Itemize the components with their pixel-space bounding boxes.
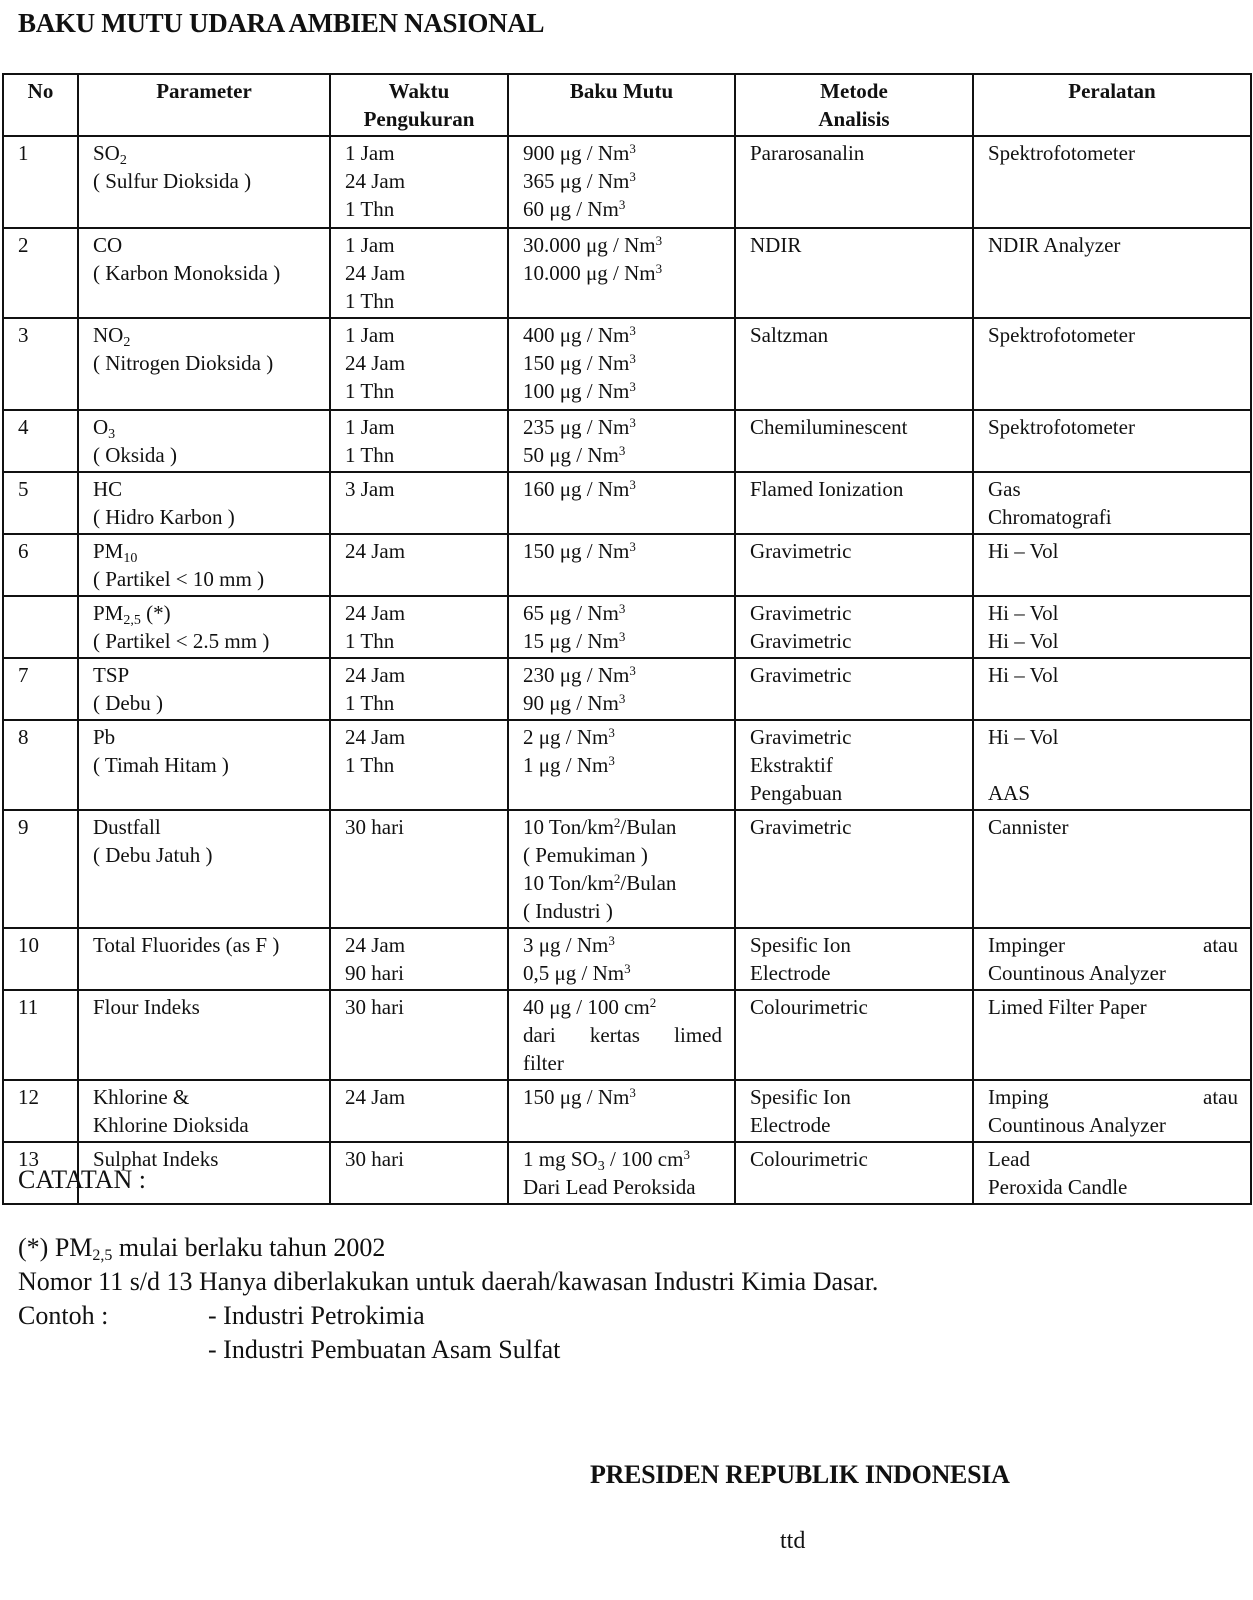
- metode-value: Pararosanalin: [750, 141, 865, 165]
- peralatan-value: [988, 751, 1238, 779]
- peralatan-value: Hi – Vol: [988, 725, 1059, 749]
- cell-metode: [735, 410, 973, 472]
- baku-mutu-value: 90 μg / Nm$^3$: [523, 691, 626, 715]
- cell-metode: [735, 658, 973, 720]
- waktu-value: 1 Thn: [345, 753, 395, 777]
- cell-peralatan: [973, 472, 1251, 534]
- cell-baku-mutu: [508, 410, 735, 472]
- cell-peralatan: [973, 1142, 1251, 1204]
- cell-waktu: [330, 228, 508, 318]
- waktu-value: 24 Jam: [345, 261, 406, 285]
- parameter-symbol: TSP: [93, 663, 130, 687]
- cell-metode: [735, 228, 973, 318]
- metode-value: NDIR: [750, 233, 802, 257]
- cell-baku-mutu: [508, 136, 735, 228]
- waktu-value: 30 hari: [345, 995, 404, 1019]
- parameter-name: Khlorine Dioksida: [93, 1113, 249, 1137]
- cell-metode: [735, 810, 973, 928]
- baku-mutu-value: 15 μg / Nm$^3$: [523, 629, 626, 653]
- cell-metode: [735, 534, 973, 596]
- baku-mutu-value: 150 μg / Nm$^3$: [523, 1085, 636, 1109]
- row-number: 2: [18, 233, 29, 257]
- header-peralatan: Peralatan: [973, 74, 1251, 136]
- cell-peralatan: [973, 596, 1251, 658]
- row-number: 11: [18, 995, 39, 1019]
- cell-parameter: [78, 720, 330, 810]
- table-row: [3, 136, 1251, 228]
- cell-peralatan: [973, 410, 1251, 472]
- waktu-value: 1 Jam: [345, 233, 395, 257]
- baku-mutu-note: ( Industri ): [523, 899, 613, 923]
- cell-parameter: [78, 928, 330, 990]
- cell-parameter: [78, 990, 330, 1080]
- cell-no: [3, 810, 78, 928]
- peralatan-value: Hi – Vol: [988, 629, 1059, 653]
- cell-metode: [735, 596, 973, 658]
- cell-waktu: [330, 658, 508, 720]
- cell-parameter: [78, 228, 330, 318]
- peralatan-value: Imping atau: [988, 1085, 1238, 1109]
- baku-mutu-note: Dari Lead Peroksida: [523, 1175, 696, 1199]
- cell-waktu: [330, 596, 508, 658]
- cell-no: [3, 596, 78, 658]
- cell-waktu: [330, 810, 508, 928]
- baku-mutu-value: 10 Ton/$km^2$/Bulan: [523, 815, 677, 839]
- baku-mutu-value: 365 μg / Nm$^3$: [523, 169, 636, 193]
- cell-parameter: [78, 136, 330, 228]
- table-row: [3, 810, 1251, 928]
- baku-mutu-note: dari kertas limed: [523, 1023, 722, 1047]
- metode-value: Flamed Ionization: [750, 477, 904, 501]
- waktu-value: 1 Thn: [345, 443, 395, 467]
- table-row: [3, 318, 1251, 410]
- cell-no: [3, 990, 78, 1080]
- parameter-symbol: $SO_2$: [93, 141, 127, 168]
- cell-no: [3, 1080, 78, 1142]
- table-row: [3, 534, 1251, 596]
- note-example-2: - Industri Pembuatan Asam Sulfat: [208, 1335, 561, 1364]
- cell-waktu: [330, 720, 508, 810]
- cell-peralatan: [973, 928, 1251, 990]
- waktu-value: 1 Jam: [345, 141, 395, 165]
- cell-waktu: [330, 318, 508, 410]
- metode-value: Spesific Ion: [750, 933, 851, 957]
- table-row: [3, 658, 1251, 720]
- parameter-name: ( Debu Jatuh ): [93, 843, 213, 867]
- row-number: 13: [18, 1147, 39, 1171]
- metode-value: Colourimetric: [750, 1147, 868, 1171]
- note-example-1: Contoh : - Industri Petrokimia: [18, 1301, 425, 1330]
- metode-value: Chemiluminescent: [750, 415, 908, 439]
- row-number: 4: [18, 415, 29, 439]
- peralatan-value: Impinger atau: [988, 933, 1238, 957]
- parameter-name: ( Hidro Karbon ): [93, 505, 235, 529]
- cell-no: [3, 928, 78, 990]
- baku-mutu-value: 40 μg / 100 $cm^2$: [523, 995, 657, 1019]
- air-quality-standards-table: [2, 73, 1252, 1205]
- peralatan-value: NDIR Analyzer: [988, 233, 1121, 257]
- cell-baku-mutu: [508, 596, 735, 658]
- baku-mutu-value: 150 μg / Nm$^3$: [523, 351, 636, 375]
- cell-peralatan: [973, 228, 1251, 318]
- cell-peralatan: [973, 534, 1251, 596]
- cell-parameter: [78, 658, 330, 720]
- metode-value: Electrode: [750, 1113, 831, 1137]
- cell-peralatan: [973, 810, 1251, 928]
- parameter-symbol: Flour Indeks: [93, 995, 200, 1019]
- row-number: 9: [18, 815, 29, 839]
- waktu-value: 1 Thn: [345, 289, 395, 313]
- cell-no: [3, 720, 78, 810]
- waktu-value: 30 hari: [345, 815, 404, 839]
- parameter-symbol: Pb: [93, 725, 116, 749]
- baku-mutu-value: 900 μg / Nm$^3$: [523, 141, 636, 165]
- parameter-symbol: $O_3$: [93, 415, 116, 442]
- parameter-name: ( Nitrogen Dioksida ): [93, 351, 274, 375]
- cell-baku-mutu: [508, 658, 735, 720]
- row-number: 1: [18, 141, 29, 165]
- table-body: [3, 136, 1251, 1204]
- cell-no: [3, 228, 78, 318]
- waktu-value: 24 Jam: [345, 351, 406, 375]
- metode-value: Pengabuan: [750, 781, 843, 805]
- cell-metode: [735, 318, 973, 410]
- baku-mutu-value: 1 μg / Nm$^3$: [523, 753, 615, 777]
- parameter-name: ( Karbon Monoksida ): [93, 261, 281, 285]
- note-applicability: Nomor 11 s/d 13 Hanya diberlakukan untuk daerah/kawasan Industri Kimia Dasar.: [18, 1267, 879, 1296]
- parameter-name: ( Oksida ): [93, 443, 177, 467]
- baku-mutu-value: 30.000 μg / Nm$^3$: [523, 233, 663, 257]
- metode-value: Electrode: [750, 961, 831, 985]
- row-number: 3: [18, 323, 29, 347]
- cell-metode: [735, 720, 973, 810]
- parameter-symbol: Dustfall: [93, 815, 161, 839]
- row-number: 5: [18, 477, 29, 501]
- parameter-symbol: $NO_2$: [93, 323, 131, 350]
- cell-baku-mutu: [508, 534, 735, 596]
- waktu-value: 24 Jam: [345, 169, 406, 193]
- cell-no: [3, 472, 78, 534]
- parameter-name: ( Debu ): [93, 691, 163, 715]
- baku-mutu-value: 2 μg / Nm$^3$: [523, 725, 615, 749]
- cell-waktu: [330, 1080, 508, 1142]
- waktu-value: 24 Jam: [345, 539, 406, 563]
- cell-metode: [735, 136, 973, 228]
- signature-title: PRESIDEN REPUBLIK INDONESIA: [590, 1460, 1010, 1489]
- row-number: 10: [18, 933, 39, 957]
- waktu-value: 24 Jam: [345, 601, 406, 625]
- baku-mutu-value: 400 μg / Nm$^3$: [523, 323, 636, 347]
- header-baku-mutu: Baku Mutu: [508, 74, 735, 136]
- cell-baku-mutu: [508, 1080, 735, 1142]
- cell-baku-mutu: [508, 990, 735, 1080]
- cell-baku-mutu: [508, 318, 735, 410]
- peralatan-value: Spektrofotometer: [988, 415, 1135, 439]
- baku-mutu-note: ( Pemukiman ): [523, 843, 648, 867]
- cell-parameter: [78, 472, 330, 534]
- cell-parameter: [78, 534, 330, 596]
- peralatan-value: Countinous Analyzer: [988, 1113, 1166, 1137]
- cell-parameter: [78, 318, 330, 410]
- peralatan-value: Lead: [988, 1147, 1030, 1171]
- cell-no: [3, 318, 78, 410]
- cell-waktu: [330, 136, 508, 228]
- table-row: [3, 596, 1251, 658]
- parameter-name: ( Partikel < 2.5 mm ): [93, 629, 270, 653]
- cell-metode: [735, 1080, 973, 1142]
- cell-waktu: [330, 472, 508, 534]
- notes-heading: CATATAN :: [18, 1165, 147, 1194]
- parameter-name: ( Partikel < 10 mm ): [93, 567, 265, 591]
- table-header-row: [3, 74, 1251, 136]
- peralatan-value: Chromatografi: [988, 505, 1112, 529]
- baku-mutu-value: 10 Ton/$km^2$/Bulan: [523, 871, 677, 895]
- waktu-value: 24 Jam: [345, 663, 406, 687]
- cell-waktu: [330, 410, 508, 472]
- header-waktu: Waktu Pengukuran: [330, 74, 508, 136]
- cell-metode: [735, 990, 973, 1080]
- cell-no: [3, 136, 78, 228]
- peralatan-value: Gas: [988, 477, 1021, 501]
- baku-mutu-value: 0,5 μg / Nm$^3$: [523, 961, 631, 985]
- table-row: [3, 472, 1251, 534]
- cell-peralatan: [973, 658, 1251, 720]
- peralatan-value: Hi – Vol: [988, 539, 1059, 563]
- baku-mutu-value: 150 μg / Nm$^3$: [523, 539, 636, 563]
- table-row: [3, 410, 1251, 472]
- baku-mutu-value: 3 μg / Nm$^3$: [523, 933, 615, 957]
- peralatan-value: Limed Filter Paper: [988, 995, 1147, 1019]
- waktu-value: 1 Thn: [345, 691, 395, 715]
- cell-peralatan: [973, 136, 1251, 228]
- peralatan-value: Peroxida Candle: [988, 1175, 1128, 1199]
- waktu-value: 1 Jam: [345, 415, 395, 439]
- cell-no: [3, 534, 78, 596]
- cell-waktu: [330, 928, 508, 990]
- peralatan-value: Hi – Vol: [988, 663, 1059, 687]
- cell-no: [3, 410, 78, 472]
- metode-value: Ekstraktif: [750, 753, 833, 777]
- table-row: [3, 720, 1251, 810]
- cell-parameter: [78, 596, 330, 658]
- table-row: [3, 990, 1251, 1080]
- header-metode: Metode Analisis: [735, 74, 973, 136]
- row-number: 12: [18, 1085, 39, 1109]
- parameter-symbol: Khlorine &: [93, 1085, 190, 1109]
- cell-peralatan: [973, 1080, 1251, 1142]
- baku-mutu-value: 160 μg / Nm$^3$: [523, 477, 636, 501]
- baku-mutu-value: 10.000 μg / Nm$^3$: [523, 261, 663, 285]
- peralatan-value: Cannister: [988, 815, 1069, 839]
- cell-peralatan: [973, 318, 1251, 410]
- baku-mutu-value: 230 μg / Nm$^3$: [523, 663, 636, 687]
- parameter-symbol: Total Fluorides (as F ): [93, 933, 280, 957]
- metode-value: Colourimetric: [750, 995, 868, 1019]
- cell-metode: [735, 472, 973, 534]
- parameter-name: ( Sulfur Dioksida ): [93, 169, 252, 193]
- baku-mutu-value: 60 μg / Nm$^3$: [523, 197, 626, 221]
- metode-value: Saltzman: [750, 323, 829, 347]
- waktu-value: 24 Jam: [345, 725, 406, 749]
- cell-baku-mutu: [508, 928, 735, 990]
- baku-mutu-value: 65 μg / Nm$^3$: [523, 601, 626, 625]
- page-title: BAKU MUTU UDARA AMBIEN NASIONAL: [18, 8, 545, 38]
- parameter-symbol: $PM_{10}$: [93, 539, 138, 566]
- table-row: [3, 228, 1251, 318]
- baku-mutu-value: 235 μg / Nm$^3$: [523, 415, 636, 439]
- cell-baku-mutu: [508, 472, 735, 534]
- metode-value: Gravimetric: [750, 539, 852, 563]
- baku-mutu-value: 100 μg / Nm$^3$: [523, 379, 636, 403]
- header-parameter: Parameter: [78, 74, 330, 136]
- signature-ttd: ttd: [780, 1528, 806, 1554]
- metode-value: Gravimetric: [750, 663, 852, 687]
- peralatan-value: Hi – Vol: [988, 601, 1059, 625]
- parameter-symbol: $PM_{2,5}$ (*): [93, 601, 171, 628]
- cell-no: [3, 658, 78, 720]
- metode-value: Gravimetric: [750, 725, 852, 749]
- metode-value: Gravimetric: [750, 629, 852, 653]
- cell-metode: [735, 928, 973, 990]
- note-pm25: (*) $PM_{2,5}$ mulai berlaku tahun 2002: [18, 1233, 386, 1264]
- metode-value: Gravimetric: [750, 601, 852, 625]
- metode-value: Spesific Ion: [750, 1085, 851, 1109]
- parameter-symbol: HC: [93, 477, 123, 501]
- cell-parameter: [78, 810, 330, 928]
- metode-value: Gravimetric: [750, 815, 852, 839]
- peralatan-value: Countinous Analyzer: [988, 961, 1166, 985]
- header-no: No: [3, 74, 78, 136]
- row-number: 7: [18, 663, 29, 687]
- cell-waktu: [330, 534, 508, 596]
- cell-baku-mutu: [508, 228, 735, 318]
- cell-peralatan: [973, 720, 1251, 810]
- cell-parameter: [78, 1080, 330, 1142]
- peralatan-value: Spektrofotometer: [988, 141, 1135, 165]
- waktu-value: 30 hari: [345, 1147, 404, 1171]
- parameter-symbol: Sulphat Indeks: [93, 1147, 219, 1171]
- waktu-value: 1 Thn: [345, 197, 395, 221]
- table-row: [3, 928, 1251, 990]
- baku-mutu-value: 50 μg / Nm$^3$: [523, 443, 626, 467]
- waktu-value: 1 Thn: [345, 629, 395, 653]
- waktu-value: 1 Jam: [345, 323, 395, 347]
- baku-mutu-value: 1 mg $SO_3 / 100$ $cm^3$: [523, 1147, 690, 1174]
- notes-section: [18, 1163, 878, 1367]
- waktu-value: 3 Jam: [345, 477, 395, 501]
- peralatan-value: Spektrofotometer: [988, 323, 1135, 347]
- baku-mutu-note: filter: [523, 1051, 564, 1075]
- parameter-name: ( Timah Hitam ): [93, 753, 229, 777]
- peralatan-value: AAS: [988, 781, 1031, 805]
- row-number: 6: [18, 539, 29, 563]
- parameter-symbol: CO: [93, 233, 123, 257]
- waktu-value: 1 Thn: [345, 379, 395, 403]
- waktu-value: 24 Jam: [345, 933, 406, 957]
- cell-parameter: [78, 410, 330, 472]
- table-row: [3, 1080, 1251, 1142]
- cell-waktu: [330, 990, 508, 1080]
- row-number: 8: [18, 725, 29, 749]
- cell-baku-mutu: [508, 810, 735, 928]
- cell-peralatan: [973, 990, 1251, 1080]
- waktu-value: 90 hari: [345, 961, 404, 985]
- waktu-value: 24 Jam: [345, 1085, 406, 1109]
- cell-baku-mutu: [508, 720, 735, 810]
